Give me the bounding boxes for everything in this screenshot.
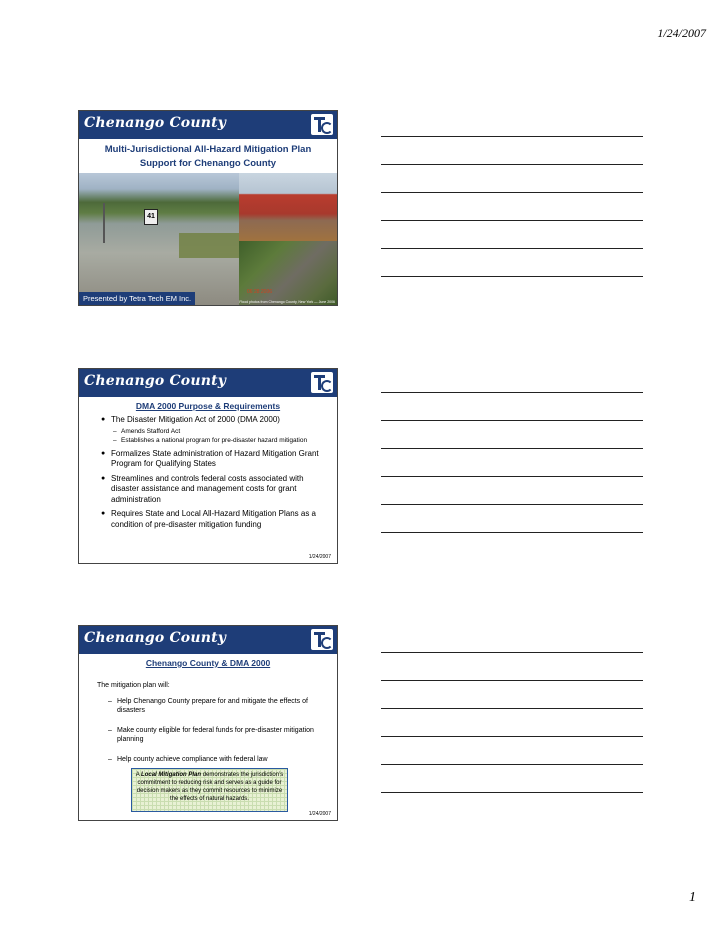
- callout-pre: A: [135, 772, 142, 778]
- road-sign: 41: [144, 209, 158, 225]
- notes-lines-3: [381, 652, 643, 820]
- slide-3: [78, 625, 338, 821]
- slide-title-bar: [79, 111, 337, 139]
- washed-out-road-photo: [239, 241, 337, 306]
- list-item: ● Streamlines and controls federal costs associated with disaster assistance and management costs for grant administration: [111, 474, 327, 506]
- list-item: – Help Chenango County prepare for and mitigate the effects of disasters: [117, 697, 323, 715]
- tetra-tech-logo-icon: [311, 629, 333, 650]
- brand-title: Chenango County: [84, 373, 227, 389]
- slide-3-heading: Chenango County & DMA 2000: [145, 658, 271, 668]
- list-item: – Amends Stafford Act: [121, 427, 327, 436]
- slide-title-bar: [79, 626, 337, 654]
- list-item: – Make county eligible for federal funds for pre-disaster mitigation planning: [117, 726, 323, 744]
- list-item: – Establishes a national program for pre-disaster hazard mitigation: [121, 436, 327, 445]
- slide-2-heading: DMA 2000 Purpose & Requirements: [135, 401, 281, 411]
- header-date: 1/24/2007: [657, 26, 706, 40]
- page-number: 1: [689, 890, 696, 905]
- brand-title: Chenango County: [84, 630, 227, 646]
- list-item: [111, 415, 327, 445]
- presented-by: Presented by Tetra Tech EM Inc.: [79, 292, 195, 305]
- notes-lines-1: [381, 136, 643, 304]
- slide-1-title: [79, 143, 337, 171]
- slide-date: 1/24/2007: [308, 811, 331, 817]
- slide-3-lead: The mitigation plan will:: [97, 682, 170, 689]
- slide-2: [78, 368, 338, 564]
- slide-2-bullets: [79, 415, 337, 530]
- photo-date: 06 28 2006: [247, 289, 273, 295]
- tetra-tech-logo-icon: [311, 114, 333, 135]
- flooded-building-photo: [239, 173, 337, 241]
- slide-1-title-line1: Multi-Jurisdictional All-Hazard Mitigation Plan: [104, 144, 312, 155]
- local-mitigation-plan-callout: [131, 768, 288, 812]
- brand-title: Chenango County: [84, 115, 227, 131]
- list-item: – Help county achieve compliance with federal law: [117, 755, 323, 764]
- slide-date: 1/24/2007: [308, 554, 331, 560]
- slide-1: [78, 110, 338, 306]
- callout-emphasis: Local Mitigation Plan: [141, 772, 202, 778]
- slide-title-bar: [79, 369, 337, 397]
- list-item: ● Formalizes State administration of Hazard Mitigation Grant Program for Qualifying States: [111, 449, 327, 470]
- flooded-road-photo: [79, 173, 239, 306]
- slide-3-list: [79, 697, 337, 764]
- list-item: ● Requires State and Local All-Hazard Mitigation Plans as a condition of pre-disaster mitigation funding: [111, 509, 327, 530]
- callout-text: demonstrates the jurisdiction’s commitment to reducing risk and serves as a guide for decision makers as they commit resources to minimize the effects of natural hazards.: [136, 772, 284, 802]
- photo-credit: Flood photos from Chenango County, New York — June 2006: [239, 300, 335, 304]
- bullet-text: The Disaster Mitigation Act of 2000 (DMA 2000): [111, 415, 280, 424]
- tetra-tech-logo-icon: [311, 372, 333, 393]
- notes-lines-2: [381, 392, 643, 560]
- flood-photos: [79, 173, 337, 306]
- slide-1-title-line2: Support for Chenango County: [139, 158, 277, 169]
